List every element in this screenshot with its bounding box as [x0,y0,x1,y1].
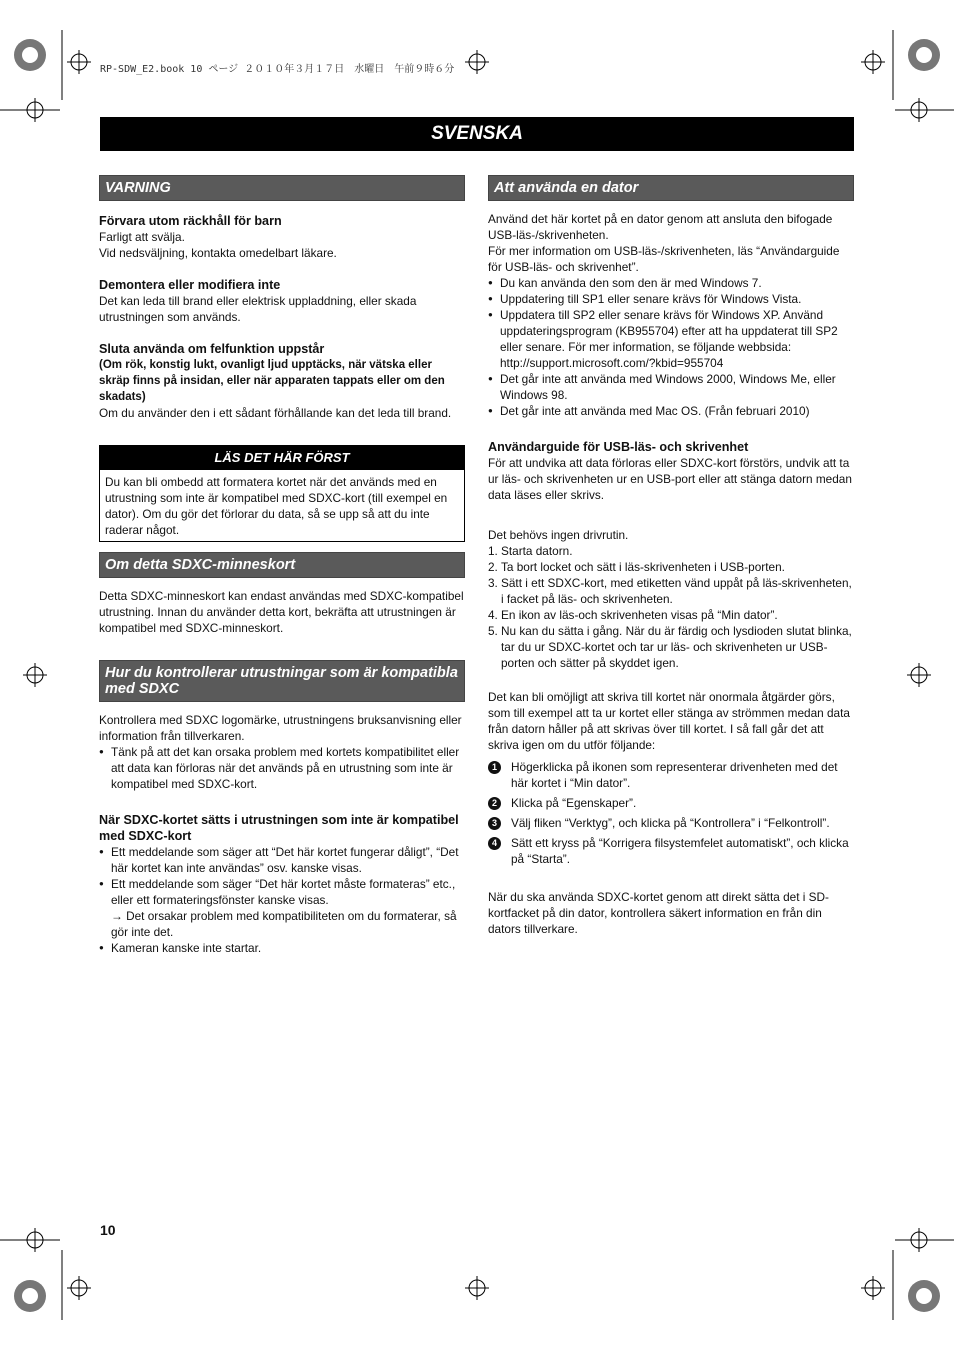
computer-bullets [488,275,854,419]
problem-text: Det kan bli omöjligt att skriva till kortet när onormala åtgärder görs, som till exempel att ta ur kortet eller stänga av strömmen medan data från datorn håller på att skrivas över till kortet. I så fall går det att skriva igen om du utför följande: [488,690,850,752]
check-bullets-2 [99,844,465,956]
about-text: Detta SDXC-minneskort kan endast användas med SDXC-kompatibel utrustning. Innan du använder detta kort, bekräfta att utrustningen är kompatibel med SDXC-minneskort. [99,589,464,635]
guide-heading: Användarguide för USB-läs- och skrivenhet [488,440,749,454]
list-item: ● Uppdatering till SP1 eller senare krävs för Windows Vista. [488,291,854,307]
section-heading-computer: Att använda en dator [488,175,854,201]
print-header: RP-SDW_E2.book 10 ページ ２０１０年３月１７日 水曜日 午前９時６分 [100,64,455,75]
arrow-note: → Det orsakar problem med kompatibiliteten om du formaterar, så gör inte det. [111,909,457,939]
list-item: ● Du kan använda den som den är med Windows 7. [488,275,854,291]
list-item: 4 Sätt ett kryss på “Korrigera filsystemfelet automatiskt”, och klicka på “Starta”. [488,835,854,867]
list-item [99,876,465,940]
list-item: ● Kameran kanske inte startar. [99,940,465,956]
check-intro: Kontrollera med SDXC logomärke, utrustningens bruksanvisning eller information från tillverkaren. [99,713,462,743]
warning-title: Förvara utom räckhåll för barn [99,214,282,228]
read-first-heading: LÄS DET HÄR FÖRST [100,446,464,470]
warning-text: Vid nedsväljning, kontakta omedelbart läkare. [99,246,337,260]
read-first-text: Du kan bli ombedd att formatera kortet när det används med en utrustning som inte är kompatibel med SDXC-kort (till exempel en dator). Om du gör det förlorar du data, så se upp så att du inte raderar något. [105,475,448,537]
list-item: ● Det går inte att använda med Mac OS. (Från februari 2010) [488,403,854,419]
fix-steps [488,759,854,867]
list-item: 2. Ta bort locket och sätt i läs-skrivenheten i USB-porten. [488,560,785,574]
list-item: ● Uppdatera till SP2 eller senare krävs för Windows XP. Använd uppdateringsprogram (KB955704) efter att ha uppdaterat till SP2 eller senare. För mer information, se följande webbsida: http://support.microsoft.com/?kbid=955704 [488,307,854,371]
left-column [99,175,465,956]
page-title: SVENSKA [100,117,854,151]
computer-intro: Använd det här kortet på en dator genom att ansluta den bifogade USB-läs-/skrivenheten. [488,212,833,242]
outro-text: När du ska använda SDXC-kortet genom att direkt sätta det i SD-kortfacket på din dator, kontrollera säkert information en från din dators tillverkare. [488,890,829,936]
warning-text: Det kan leda till brand eller elektrisk uppladdning, eller skada utrustningen som används. [99,294,417,324]
warning-text: Farligt att svälja. [99,230,185,244]
list-item: 3 Välj fliken “Verktyg”, och klicka på “Kontrollera” i “Felkontroll”. [488,815,854,831]
warning-text: Om du använder den i ett sådant förhållande kan det leda till brand. [99,406,452,420]
list-item-text: Ett meddelande som säger “Det här kortet måste formateras” etc., eller ett formateringsfönster kanske visas. [111,877,456,907]
warning-title: Demontera eller modifiera inte [99,278,281,292]
list-item: ● Det går inte att använda med Windows 2000, Windows Me, eller Windows 98. [488,371,854,403]
list-item: 2 Klicka på “Egenskaper”. [488,795,854,811]
driver-note: Det behövs ingen drivrutin. [488,528,629,542]
guide-intro: För att undvika att data förloras eller SDXC-kort förstörs, undvik att ta ur läs- och skrivenheten ur en USB-port eller att stänga datorn medan data läses eller skrivs. [488,456,852,502]
check-subheading: När SDXC-kortet sätts i utrustningen som inte är kompatibel med SDXC-kort [99,813,459,843]
list-item: 5. Nu kan du sätta i gång. När du är färdig och lysdioden slutat blinka, tar du ur SDXC-kortet och tar ur läs- och skrivenheten ur USB-porten och sätter på skyddet igen. [488,624,852,670]
list-item: ● Ett meddelande som säger att “Det här kortet fungerar dåligt”, “Det här kortet kan inte användas” osv. kanske visas. [99,844,465,876]
list-item: ● Tänk på att det kan orsaka problem med kortets kompatibilitet eller att data kan förloras när det används på en utrustning som inte är kompatibel med SDXC-kort. [99,744,465,792]
check-bullets [99,744,465,792]
list-item: 3. Sätt i ett SDXC-kort, med etiketten vänd uppåt på läs-skrivenheten, i facket på läs- och skrivenheten. [488,576,852,606]
guide-steps [488,543,854,671]
warning-note: (Om rök, konstig lukt, ovanligt ljud upptäcks, när vätska eller skräp finns på insidan, eller när apparaten tappats eller om den skadats) [99,359,445,403]
list-item: 1. Starta datorn. [488,544,573,558]
list-item: 1 Högerklicka på ikonen som representerar drivenheten med det här kortet i “Min dator”. [488,759,854,791]
section-heading-check: Hur du kontrollerar utrustningar som är kompatibla med SDXC [99,660,465,702]
section-heading-about: Om detta SDXC-minneskort [99,552,465,578]
page-number: 10 [100,1222,116,1238]
computer-intro-2: För mer information om USB-läs-/skrivenheten, läs “Användarguide för USB-läs- och skrivenhet”. [488,244,840,274]
section-heading-varning: VARNING [99,175,465,201]
list-item: 4. En ikon av läs-och skrivenheten visas på “Min dator”. [488,608,778,622]
right-column [488,175,854,937]
warning-title: Sluta använda om felfunktion uppstår [99,342,325,356]
read-first-box [99,445,465,542]
